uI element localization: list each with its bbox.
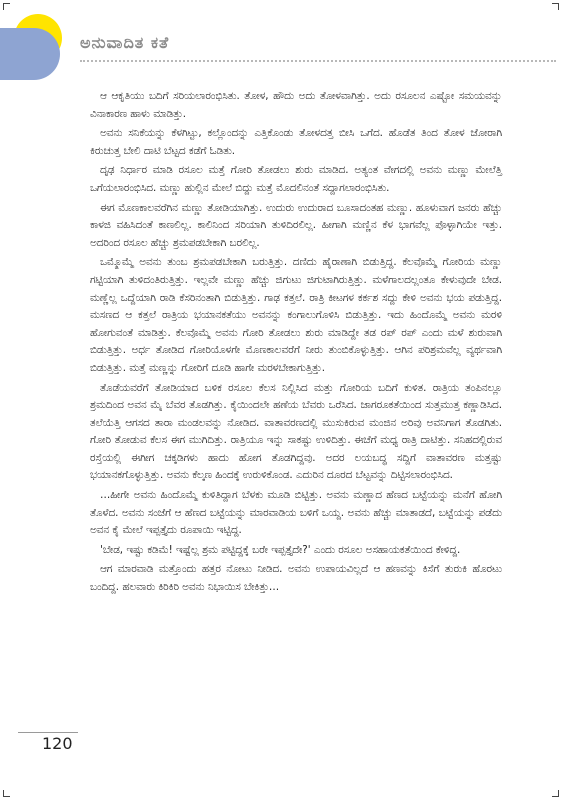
header-dotted-rule [80,60,556,62]
paragraph: ಒಮ್ಮೊಮ್ಮೆ ಅವನು ತುಂಬ ಶ್ರಮಪಡಬೇಕಾಗಿ ಬರುತ್ತಿತ್ತು. ದಣಿದು ಹೈರಾಣಾಗಿ ಬಿಡುತ್ತಿದ್ದ. ಕೆಲವೊಮ್ಮೆ ಗೋರಿಯ ಮಣ್ಣು ಗಟ್ಟಿಯಾಗಿ ತುಳಿದಂತಿರುತ್ತಿತ್ತು. ಇಲ್ಲವೇ ಮಣ್ಣು ಹೆಚ್ಚು ಜಿಗುಟು ಜಿಗುಟಾಗಿರುತ್ತಿತ್ತು. ಮಳೆಗಾಲದಲ್ಲಂತೂ ಕೇಳುವುದೇ ಬೇಡ. ಮಣ್ಣೆಲ್ಲ ಒದ್ದೆಯಾಗಿ ರಾಡಿ ಕೆಸರಿನಂತಾಗಿ ಬಿಡುತ್ತಿತ್ತು. ಗಾಢ ಕತ್ತಲೆ. ರಾತ್ರಿ ಕೀಟಗಳ ಕರ್ಕಶ ಸದ್ದು ಕೇಳಿ ಅವನು ಭಯ ಪಡುತ್ತಿದ್ದ. ಮಸಣದ ಆ ಕತ್ತಲೆ ರಾತ್ರಿಯ ಭಯಾನಕತೆಯು ಅವನನ್ನು ಕಂಗಾಲುಗೊಳಿಸಿ ಬಿಡುತ್ತಿತ್ತು. ಇದು ಹಿಂದೊಮ್ಮೆ ಅವನು ಮರಳಿ ಹೋಗುವಂತೆ ಮಾಡಿತ್ತು. ಕೆಲವೊಮ್ಮೆ ಅವನು ಗೋರಿ ತೋಡಲು ಶುರು ಮಾಡಿದ್ದೇ ತಡ ರಪ್ ರಪ್ ಎಂದು ಮಳೆ ಶುರುವಾಗಿ ಬಿಡುತ್ತಿತ್ತು. ಅರ್ಧ ತೋಡಿದ ಗೋರಿಯೊಳಗೇ ಮೊಣಕಾಲವರೆಗೆ ನೀರು ತುಂಬಿಕೊಳ್ಳುತ್ತಿತ್ತು. ಆಗಿನ ಪರಿಶ್ರಮವೆಲ್ಲ ವ್ಯರ್ಥವಾಗಿ ಬಿಡುತ್ತಿತ್ತು. ಮತ್ತೆ ಮಣ್ಣನ್ನು ಗೋರಿಗೆ ದೂಡಿ ಹಾಗೇ ಮರಳಬೇಕಾಗುತ್ತಿತ್ತು. [90,256,502,374]
crop-mark-bottom-left [3,790,10,797]
crop-mark-bottom-right [552,790,559,797]
page-number: 120 [42,734,73,753]
header-decoration [0,0,80,90]
paragraph: ಆ ಆಕೃತಿಯು ಬದಿಗೆ ಸರಿಯಲಾರಂಭಿಸಿತು. ತೋಳ, ಹೌದು ಅದು ತೋಳವಾಗಿತ್ತು. ಅದು ರಸೂಲನ ಎಷ್ಟೋ ಸಮಯವನ್ನು ವಿನಾಕಾರಣ ಹಾಳು ಮಾಡಿತ್ತು. [90,90,502,120]
paragraph: ಈಗ ಮೊಣಕಾಲವರೆಗಿನ ಮಣ್ಣು ತೋಡಿಯಾಗಿತ್ತು. ಉದುರು ಉದುರಾದ ಬೂಸಾದಂತಹ ಮಣ್ಣು. ಹೂಳುವಾಗ ಜನರು ಹೆಚ್ಚು ಕಾಳಜಿ ವಹಿಸಿದಂತೆ ಕಾಣಲಿಲ್ಲ. ಕಾಲಿನಿಂದ ಸರಿಯಾಗಿ ತುಳಿದಿರಲಿಲ್ಲ. ಹೀಗಾಗಿ ಮಣ್ಣಿನ ಕೆಳ ಭಾಗವೆಲ್ಲ ಪೊಳ್ಳಾಗಿಯೇ ಇತ್ತು. ಅದರಿಂದ ರಸೂಲ ಹೆಚ್ಚು ಶ್ರಮಪಡಬೇಕಾಗಿ ಬರಲಿಲ್ಲ. [90,201,502,249]
paragraph: ದೃಢ ನಿರ್ಧಾರ ಮಾಡಿ ರಸೂಲ ಮತ್ತೆ ಗೋರಿ ತೋಡಲು ಶುರು ಮಾಡಿದ. ಅತ್ಯಂತ ವೇಗದಲ್ಲಿ ಅವನು ಮಣ್ಣು ಮೇಲೆತ್ತಿ ಒಗೆಯಲಾರಂಭಿಸಿದ. ಮಣ್ಣು ಹುಲ್ಲಿನ ಮೇಲೆ ಬಿದ್ದು ಮತ್ತೆ ಮೊದಲಿನಂತೆ ಸದ್ದಾಗಲಾರಂಭಿಸಿತು. [90,164,502,194]
paragraph: ಆಗ ಮಾರವಾಡಿ ಮತ್ತೊಂದು ಹತ್ತರ ನೋಟು ನೀಡಿದ. ಅವನು ಉಪಾಯವಿಲ್ಲದೆ ಆ ಹಣವನ್ನು ಕಿಸೆಗೆ ತುರುಕಿ ಹೊರಟು ಬಂದಿದ್ದ. ಹಲವಾರು ಕಿರಿಕಿರಿ ಅವನು ನಿಭಾಯಿಸ ಬೇಕಿತ್ತು… [90,563,502,594]
paragraph: ಅವನು ಸನಿಕೆಯನ್ನು ಕೆಳಗಿಟ್ಟು, ಕಲ್ಲೊಂದನ್ನು ಎತ್ತಿಕೊಂಡು ತೋಳದತ್ತ ಬೀಸಿ ಒಗೆದ. ಹೊಡೆತ ತಿಂದ ತೋಳ ಜೋರಾಗಿ ಕಿರುಚುತ್ತ ಬೇಲಿ ದಾಟಿ ಬೆಟ್ಟದ ಕಡೆಗೆ ಓಡಿತು. [90,127,502,157]
paragraph: 'ಬೇಡ, ಇಷ್ಟು ಕಡಿಮೆ! ಇಷ್ಟೆಲ್ಲ ಶ್ರಮ ಪಟ್ಟಿದ್ದಕ್ಕೆ ಬರೇ ಇಪ್ಪತ್ತೈದೇ?' ಎಂದು ರಸೂಲ ಅಸಹಾಯಕತೆಯಿಂದ ಕೇಳಿದ್ದ. [100,543,461,556]
footer-rule [18,732,78,733]
section-title: ಅನುವಾದಿತ ಕತೆ [80,33,170,52]
story-body [90,88,502,599]
paragraph: …ಹೀಗೇ ಅವನು ಹಿಂದೊಮ್ಮೆ ಕುಳಿತಿದ್ದಾಗ ಬೆಳಕು ಮೂಡಿ ಬಿಟ್ಟಿತ್ತು. ಅವನು ಮಣ್ಣಾದ ಹೆಣದ ಬಟ್ಟೆಯನ್ನು ಮನೆಗೆ ಹೋಗಿ ತೊಳೆದ. ಅವನು ಸಂಜೆಗೆ ಆ ಹೆಣದ ಬಟ್ಟೆಯನ್ನು ಮಾರವಾಡಿಯ ಬಳಿಗೆ ಒಯ್ದ. ಅವನು ಹೆಚ್ಚು ಮಾತಾಡದೆ, ಬಟ್ಟೆಯನ್ನು ಪಡೆದು ಅವನ ಕೈ ಮೇಲೆ ಇಪ್ಪತ್ತೈದು ರೂಪಾಯಿ ಇಟ್ಟಿದ್ದ. [90,489,502,537]
crop-mark-top-right [552,3,559,10]
blue-half-disc [0,28,60,80]
paragraph: ತೊಡೆಯವರೆಗೆ ತೋಡಿಯಾದ ಬಳಿಕ ರಸೂಲ ಕೆಲಸ ನಿಲ್ಲಿಸಿದ ಮತ್ತು ಗೋರಿಯ ಬದಿಗೆ ಕುಳಿತ. ರಾತ್ರಿಯ ತಂಪಿನಲ್ಲೂ ಶ್ರಮದಿಂದ ಅವನ ಮೈ ಬೆವರ ತೊಡಗಿತ್ತು. ಕೈಯಿಂದಲೇ ಹಣೆಯ ಬೆವರು ಒರೆಸಿದ. ಜಾಗರೂಕತೆಯಿಂದ ಸುತ್ತಮುತ್ತ ಕಣ್ಣಾಡಿಸಿದ. ತಲೆಯೆತ್ತಿ ಆಗಸದ ತಾರಾ ಮಂಡಲವನ್ನು ನೋಡಿದ. ವಾತಾವರಣದಲ್ಲಿ ಮುಸುಕಿರುವ ಮಂಜಿನ ಅರಿವು ಅವನಿಗಾಗ ತೊಡಗಿತು. ಗೋರಿ ತೋಡುವ ಕೆಲಸ ಈಗ ಮುಗಿದಿತ್ತು. ರಾತ್ರಿಯೂ ಇನ್ನು ಸಾಕಷ್ಟು ಉಳಿದಿತ್ತು. ಈಚೆಗೆ ಮಧ್ಯ ರಾತ್ರಿ ದಾಟಿತ್ತು. ಸನಿಹದಲ್ಲಿರುವ ರಸ್ತೆಯಲ್ಲಿ ಈಗೀಗ ಚಕ್ಕಡಿಗಳು ಹಾದು ಹೋಗ ತೊಡಗಿದ್ದವು. ಅದರ ಲಯಬದ್ಧ ಸದ್ದಿಗೆ ವಾತಾವರಣ ಮತ್ತಷ್ಟು ಭಯಾನಕಗೊಳ್ಳುತ್ತಿತ್ತು. ಅವನು ಕೆಲ್ಕಣ ಹಿಂದಕ್ಕೆ ಉರುಳಿಕೊಂಡ. ಎದುರಿನ ದೂರದ ಬೆಟ್ಟವನ್ನು ದಿಟ್ಟಿಸಲಾರಂಭಿಸಿದ. [90,381,502,482]
